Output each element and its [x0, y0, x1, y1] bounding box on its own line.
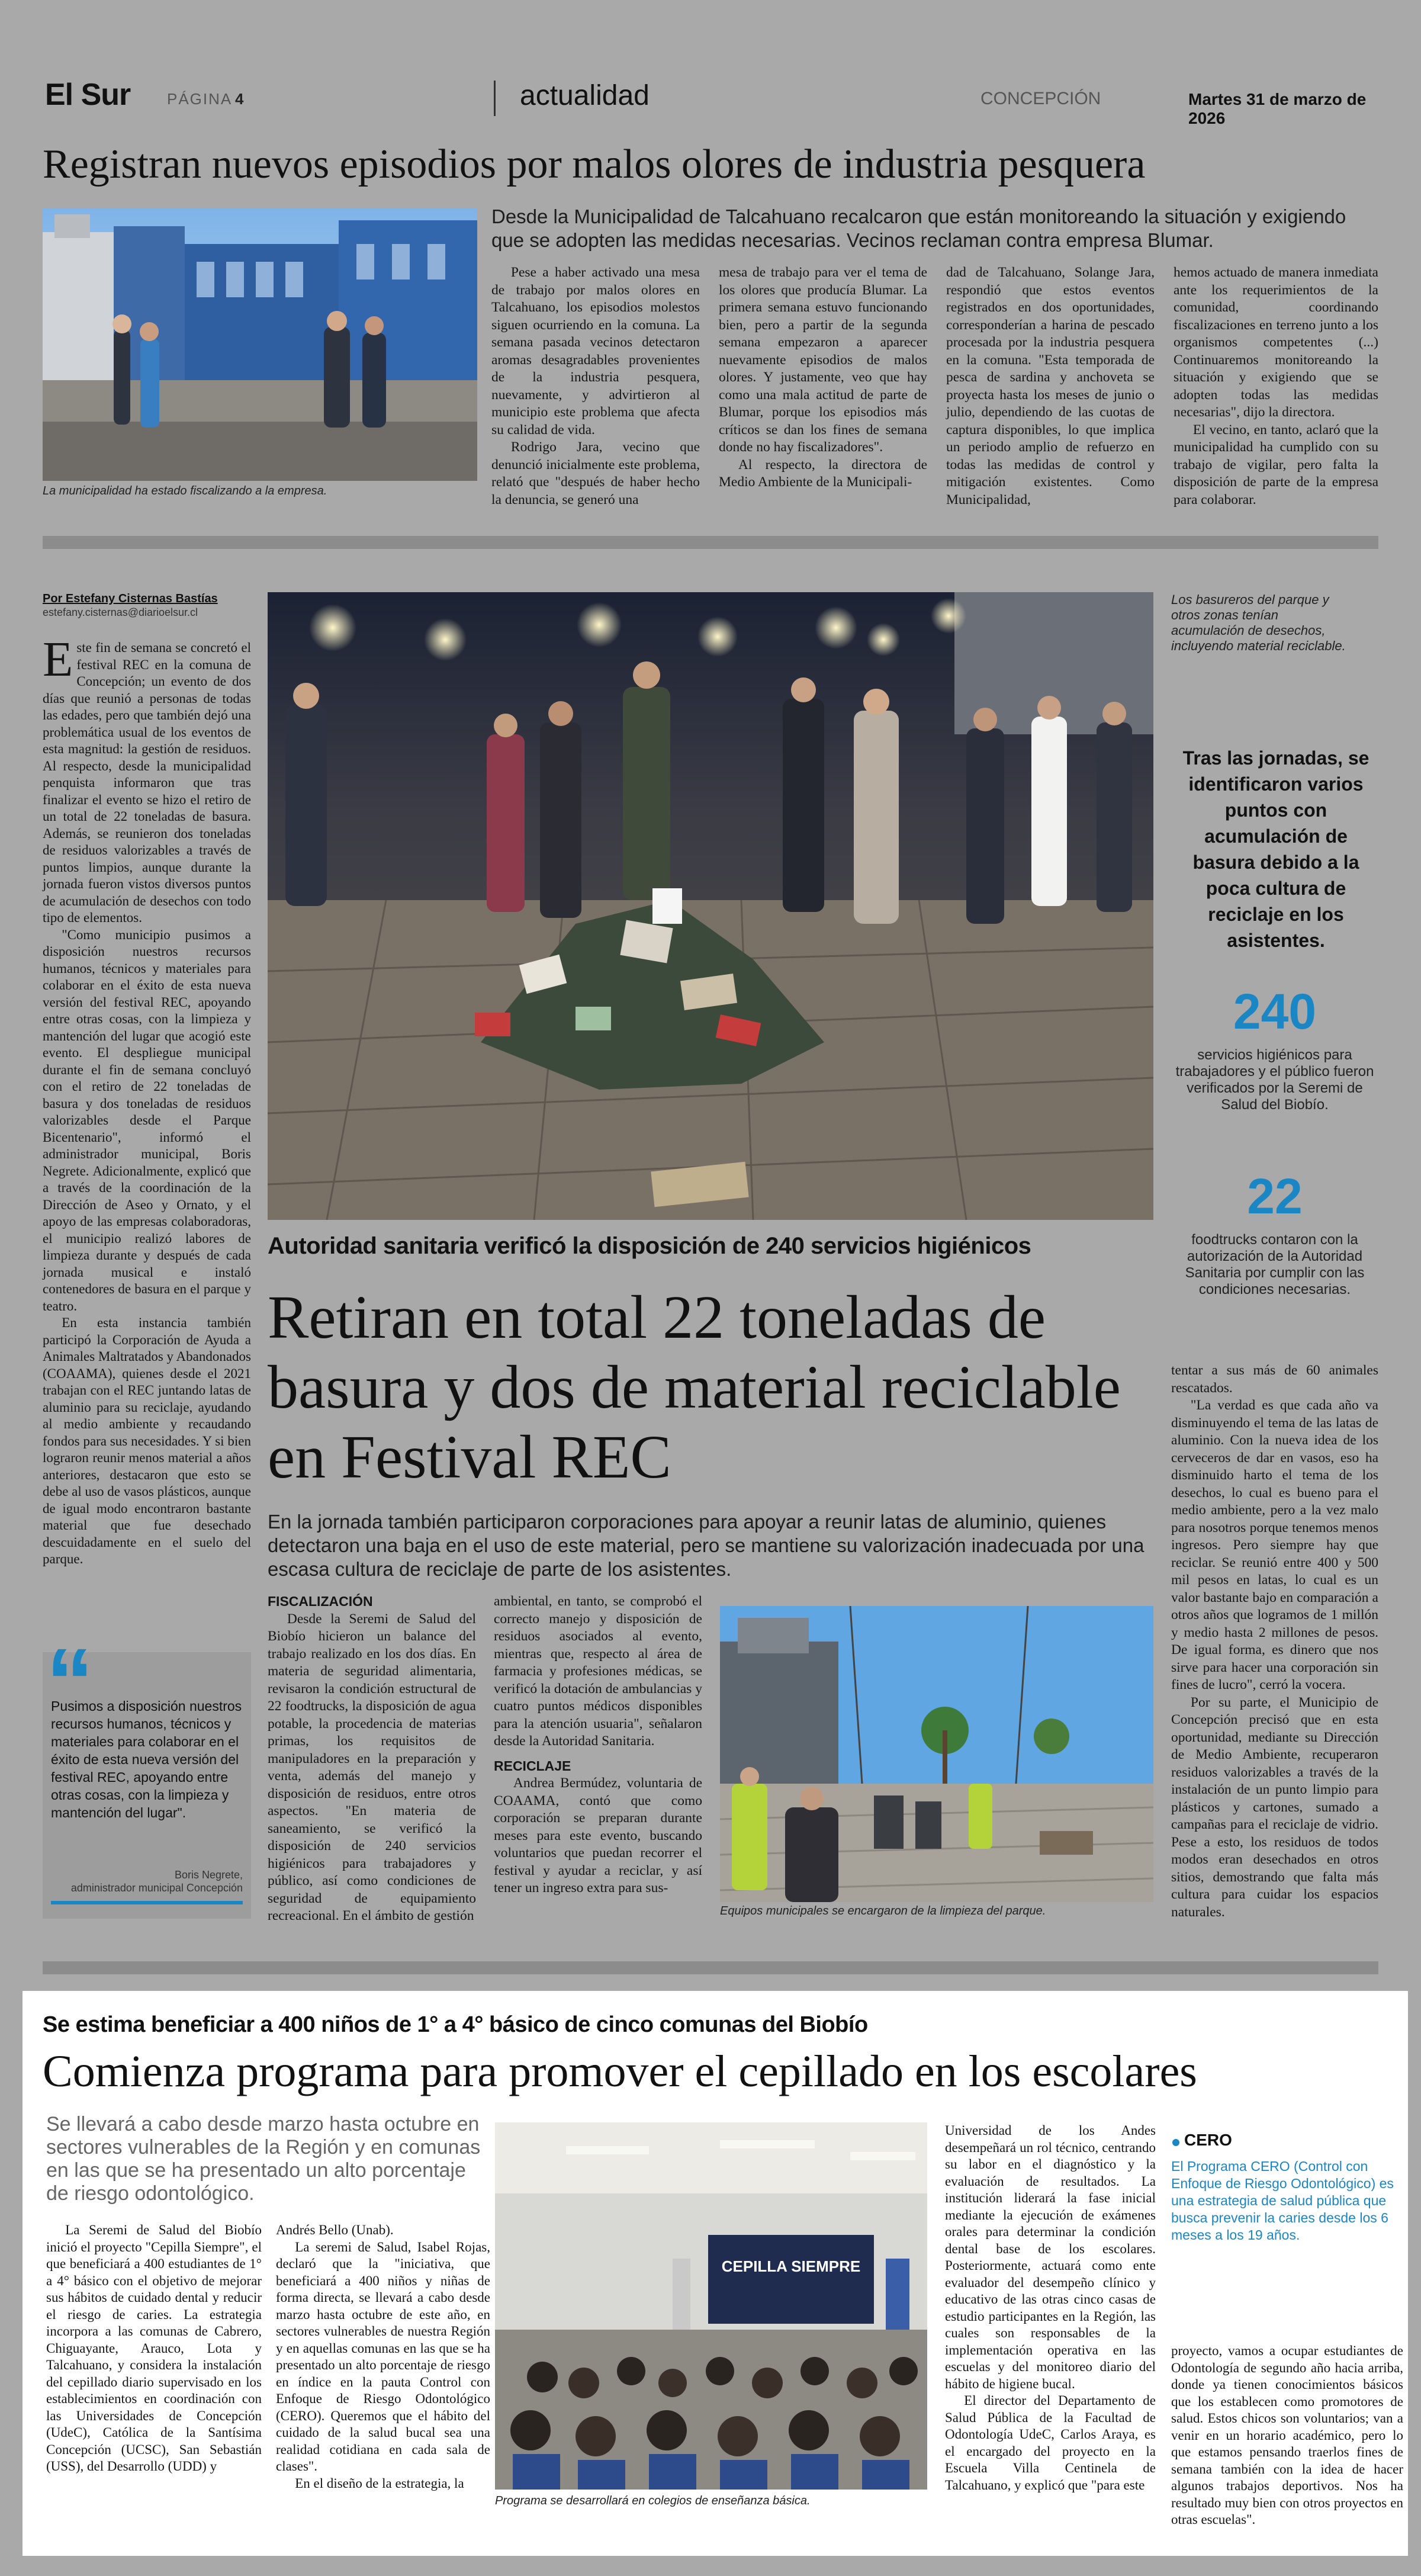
story3-headline: Comienza programa para promover el cepillado en los escolares [43, 2047, 1197, 2096]
story2-headline: Retiran en total 22 toneladas de basura y dos de material reciclable en Festival REC [268, 1283, 1121, 1491]
city-label: CONCEPCIÓN [980, 89, 1101, 108]
quote-author: Boris Negrete, [174, 1869, 243, 1881]
story2-right-col: tentar a sus más de 60 animales rescatados. "La verdad es que cada año va disminuyendo el tema de las latas de aluminio. Con la nueva idea de los cerveceros de dar en vasos, eso ha disminuido harto el tema de los desechos, lo cual es bueno para el medio ambiente, pero a la vez malo para nosotros porque tenemos menos ingresos. Pero siempre hay que reciclar. Se reunió entre 400 y 500 mil pesos en latas, lo cual es un valor bastante bajo en comparación a otros años que logramos de 1 millón y medio hasta 2 millones de pesos. De igual forma, es dinero que nos sirve para hacer una corporación sin fines de lucro", cerró la vocera. Por su parte, el Municipio de Concepción precisó que en esta oportunidad, mediante su Dirección de Medio Ambiente, recuperaron residuos valorizables a través de la instalación de un punto limpio para plásticos y cartones, sumado a campañas para el reciclaje de vidrio. Pese a esto, los residuos de todos modos eran desechados en otros sitios, demostrando que falta más cultura para cuidar los espacios naturales. [1171, 1363, 1378, 1920]
quote-mark-icon: “ [46, 1629, 94, 1735]
story2-main-photo [268, 592, 1153, 1220]
quote-role: administrador municipal Concepción [70, 1882, 243, 1894]
story3-col2: Andrés Bello (Unab). La seremi de Salud, Isabel Rojas, declaró que la "iniciativa, que beneficiará a 400 niños y niñas de forma directa, se llevará a cabo desde marzo hasta octubre de este año, en sectores vulnerables de nuestra Región y en aquellas comunas en las que se ha presentado un alto porcentaje de riesgo en índice en la pauta Control con Enfoque de Riesgo Odontológico (CERO). Queremos que el hábito del cuidado de la salud bucal sea una realidad cotidiana en cada sala de clases". En el diseño de la estrategia, la [276, 2222, 490, 2491]
story2-kicker: Autoridad sanitaria verificó la disposición de 240 servicios higiénicos [268, 1233, 1031, 1259]
story2-fiscalizacion-col: FISCALIZACIÓN Desde la Seremi de Salud del Biobío hicieron un balance del trabajo realizado en los dos días. En materia de seguridad alimentaria, revisaron la condición estructural de 22 foodtrucks, la disposición de agua potable, la procedencia de materias primas, los requisitos de manipuladores en la preparación y venta, además del manejo y disposición de residuos, entre otros aspectos. "En materia de saneamiento, se verificó la disposición de 240 servicios higiénicos para trabajadores y público, así como condiciones de seguridad de equipamiento recreacional. En el ámbito de gestión [268, 1594, 476, 1923]
banner-text: CEPILLA SIEMPRE [721, 2257, 861, 2275]
stat1-text: servicios higiénicos para trabajadores y el público fueron verificados por la Seremi de Salud del Biobío. [1175, 1047, 1374, 1113]
story2-email: estefany.cisternas@diarioelsur.cl [43, 606, 198, 618]
masthead-divider [494, 81, 496, 116]
story3-photo [495, 2122, 927, 2490]
side-photo-caption: Los basureros del parque y otros zonas tenían acumulación de desechos, incluyendo material reciclable. [1171, 592, 1346, 653]
subhead-fiscalizacion: FISCALIZACIÓN [268, 1594, 373, 1609]
story1-col2: mesa de trabajo para ver el tema de los olores que producía Blumar. La primera semana estuvo funcionando bien, pero a partir de la segunda semana empezaron a aparecer nuevamente episodios de malos olores. Y justamente, veo que hay como una mala actitud de parte de Blumar, porque los episodios más críticos se dan los fines de semana donde no hay fiscalizadores". Al respecto, la directora de Medio Ambiente de la Municipali- [719, 265, 927, 490]
story2-left-col: Este fin de semana se concretó el festival REC en la comuna de Concepción; un evento de dos días que reunió a personas de todas las edades, pero que también dejó una problemática usual de los eventos de esta magnitud: la gestión de residuos. Al respecto, desde la municipalidad penquista informaron que tras finalizar el evento se hizo el retiro de un total de 22 toneladas de basura. Además, se reunieron dos toneladas de residuos valorizables a través de puntos limpios, aunque durante la jornada fueron vistos diversos puntos de acumulación de desechos con todo tipo de elementos. "Como municipio pusimos a disposición nuestros recursos humanos, técnicos y materiales para colaborar en el éxito de esta nueva versión del festival REC, apoyando entre otras cosas, con la limpieza y mantención del lugar que acogió este evento. El despliegue municipal durante el fin de semana concluyó con el retiro de 22 toneladas de basura y dos toneladas de residuos valorizables desde el Parque Bicentenario", informó el administrador municipal, Boris Negrete. Adicionalmente, explicó que a través de la coordinación de la Dirección de Aseo y Ornato, y el apoyo de las empresas colaboradoras, el municipio realizó labores de limpieza durante y después de cada jornada musical e instaló contenedores de basura en el parque y teatro. En esta instancia también participó la Corporación de Ayuda a Animales Maltratados y Abandonados (COAAMA), quienes desde el 2021 trabajan con el REC juntando latas de aluminio para su reciclaje, ayudando al medio ambiente y recaudando fondos para sus necesidades. Y si bien lograron reunir menos material a años anteriores, destacaron que esto se debe al uso de vasos plásticos, aunque de igual modo encontraron bastante material que fue desechado descuidadamente en el suelo del parque. [43, 632, 251, 1566]
cero-box-title: CERO [1184, 2131, 1232, 2149]
story3-deck: Se llevará a cabo desde marzo hasta octubre en sectores vulnerables de la Región y en comunas en las que se ha presentado un alto porcentaje de riesgo odontológico. [46, 2113, 481, 2205]
story1-col1: Pese a haber activado una mesa de trabajo por malos olores en Talcahuano, los episodios molestos siguen ocurriendo en la comuna. La semana pasada vecinos detectaron aromas desagradables provenientes de la industria pesquera, nuevamente, y advirtieron al municipio este problema que afecta su calidad de vida. Rodrigo Jara, vecino que denunció inicialmente este problema, relató que "después de haber hecho la denuncia, se generó una [491, 265, 700, 508]
story1-headline: Registran nuevos episodios por malos olores de industria pesquera [43, 142, 1146, 187]
story2-byline: Por Estefany Cisternas Bastías [43, 592, 218, 605]
story3-inset [22, 1991, 1408, 2556]
section-divider-2 [43, 1961, 1378, 1974]
subhead-reciclaje: RECICLAJE [494, 1758, 571, 1774]
story1-col4: hemos actuado de manera inmediata ante los requerimientos de la comunidad, coordinando fiscalizaciones en terreno junto a los organismos competentes (...) Continuaremos monitoreando la situación y exigiendo que se adopten todas las medidas necesarias", dijo la directora. El vecino, en tanto, aclaró que la municipalidad ha cumplido con su trabajo de vigilar, pero falta la disposición de parte de la empresa para colaborar. [1174, 265, 1378, 508]
story3-col1: La Seremi de Salud del Biobío inició el proyecto "Cepilla Siempre", el que beneficiará a 400 estudiantes de 1° a 4° básico con el objetivo de mejorar sus hábitos de cuidado dental y reducir el riesgo de caries. La estrategia incorpora a las comunas de Cabrero, Chiguayante, Arauco, Lota y Talcahuano, y considera la instalación del cepillado diario supervisado en los establecimientos en coordinación con las Universidades de Concepción (UdeC), Católica de la Santísima Concepción (UCSC), San Sebastián (USS), del Desarrollo (UDD) y [46, 2222, 262, 2474]
story1-col3: dad de Talcahuano, Solange Jara, respondió que estos eventos registrados en dos oportunidades, corresponderían a harina de pescado procesada por la industria pesquera en la comuna. "Esta temporada de pesca de sardina y anchoveta se proyecta hasta los meses de junio o julio, dependiendo de las cuotas de captura disponibles, lo que implica un periodo amplio de refuerzo en todas las medidas de control y mitigación existentes. Como Municipalidad, [946, 265, 1155, 508]
dropcap: E [43, 632, 73, 687]
story2-mid-col: ambiental, en tanto, se comprobó el correcto manejo y disposición de residuos asociados al evento, mientras que, respecto al área de farmacia y profesiones médicas, se verificó la dotación de ambulancias y cuatro puntos médicos disponibles para la atención usuaria", señalaron desde la Autoridad Sanitaria. RECICLAJE Andrea Bermúdez, voluntaria de COAAMA, contó que como corporación se preparan durante meses para este evento, buscando voluntarios que puedan recorrer el festival y ayudar a reciclar, y así tener un ingreso extra para sus- [494, 1594, 702, 1896]
story3-kicker: Se estima beneficiar a 400 niños de 1° a 4° básico de cinco comunas del Biobío [43, 2012, 868, 2037]
story1-deck: Desde la Municipalidad de Talcahuano recalcaron que están monitoreando la situación y exigiendo que se adopten las medidas necesarias. Vecinos reclaman contra empresa Blumar. [491, 205, 1346, 251]
story2-deck: En la jornada también participaron corporaciones para apoyar a reunir latas de aluminio, quienes detectaron una baja en el uso de este material, pero se mantiene su valorización inadecuada por una escasa cultura de reciclaje de parte de los asistentes. [268, 1511, 1144, 1580]
quote-text: Pusimos a disposición nuestros recursos humanos, técnicos y materiales para colaborar en el éxito de esta nueva versión del festival REC, apoyando entre otras cosas, con la limpieza y mantención del lugar". [51, 1698, 242, 1820]
cero-box-text: El Programa CERO (Control con Enfoque de Riesgo Odontológico) es una estrategia de salud pública que busca prevenir la caries desde los 6 meses a los 19 años. [1171, 2159, 1394, 2243]
story1-photo-caption: La municipalidad ha estado fiscalizando a la empresa. [43, 484, 327, 497]
cero-bullet-icon [1172, 2139, 1179, 2146]
story2-cleanup-photo [720, 1606, 1153, 1902]
section-name: actualidad [520, 80, 650, 111]
stat2-number: 22 [1247, 1168, 1303, 1224]
cleanup-photo-caption: Equipos municipales se encargaron de la limpieza del parque. [720, 1904, 1046, 1917]
page-label: PÁGINA [167, 90, 233, 108]
story3-col3: Universidad de los Andes desempeñará un rol técnico, centrando su labor en el diagnóstico y la evaluación de resultados. La institución liderará la fase inicial mediante la ejecución de exámenes orales para determinar la condición dental base de los escolares. Posteriormente, actuará como ente evaluador del desempeño clínico y educativo de las otras cinco casas de estudio participantes en la Región, las cuales son responsables de la implementación operativa en las escuelas y del monitoreo diario del hábito de higiene bucal. El director del Departamento de Salud Pública de la Facultad de Odontología UdeC, Carlos Araya, es el encargado del proyecto en la Escuela Villa Centinela de Talcahuano, y explicó que "para este [945, 2123, 1156, 2493]
stat2-text: foodtrucks contaron con la autorización de la Autoridad Sanitaria por cumplir con las condiciones necesarias. [1185, 1232, 1365, 1297]
story1-photo [43, 208, 477, 481]
quote-rule [51, 1901, 243, 1904]
story3-col4: proyecto, vamos a ocupar estudiantes de Odontología de segundo año hacia arriba, donde ya tienen conocimientos básicos que los establecen como promotores de salud. Estos chicos son voluntarios; van a venir en un horario académico, pero lo que estamos pensando traerlos fines de semana también con la idea de hacer algunos trabajos deportivos. Nos ha resultado muy bien con otros proyectos en otras escuelas". [1171, 2343, 1403, 2527]
page-number: 4 [235, 90, 244, 108]
side-highlight: Tras las jornadas, se identificaron varios puntos con acumulación de basura debido a la poca cultura de reciclaje en los asistentes. [1182, 747, 1369, 951]
date-label: Martes 31 de marzo de 2026 [1188, 90, 1367, 127]
cero-box [1171, 2131, 1403, 2332]
stat1-number: 240 [1233, 984, 1317, 1039]
story3-photo-caption: Programa se desarrollará en colegios de enseñanza básica. [495, 2494, 811, 2507]
masthead [43, 77, 1378, 127]
section-divider-1 [43, 536, 1378, 549]
paper-name: El Sur [45, 78, 131, 112]
quote-box [43, 1629, 251, 1919]
